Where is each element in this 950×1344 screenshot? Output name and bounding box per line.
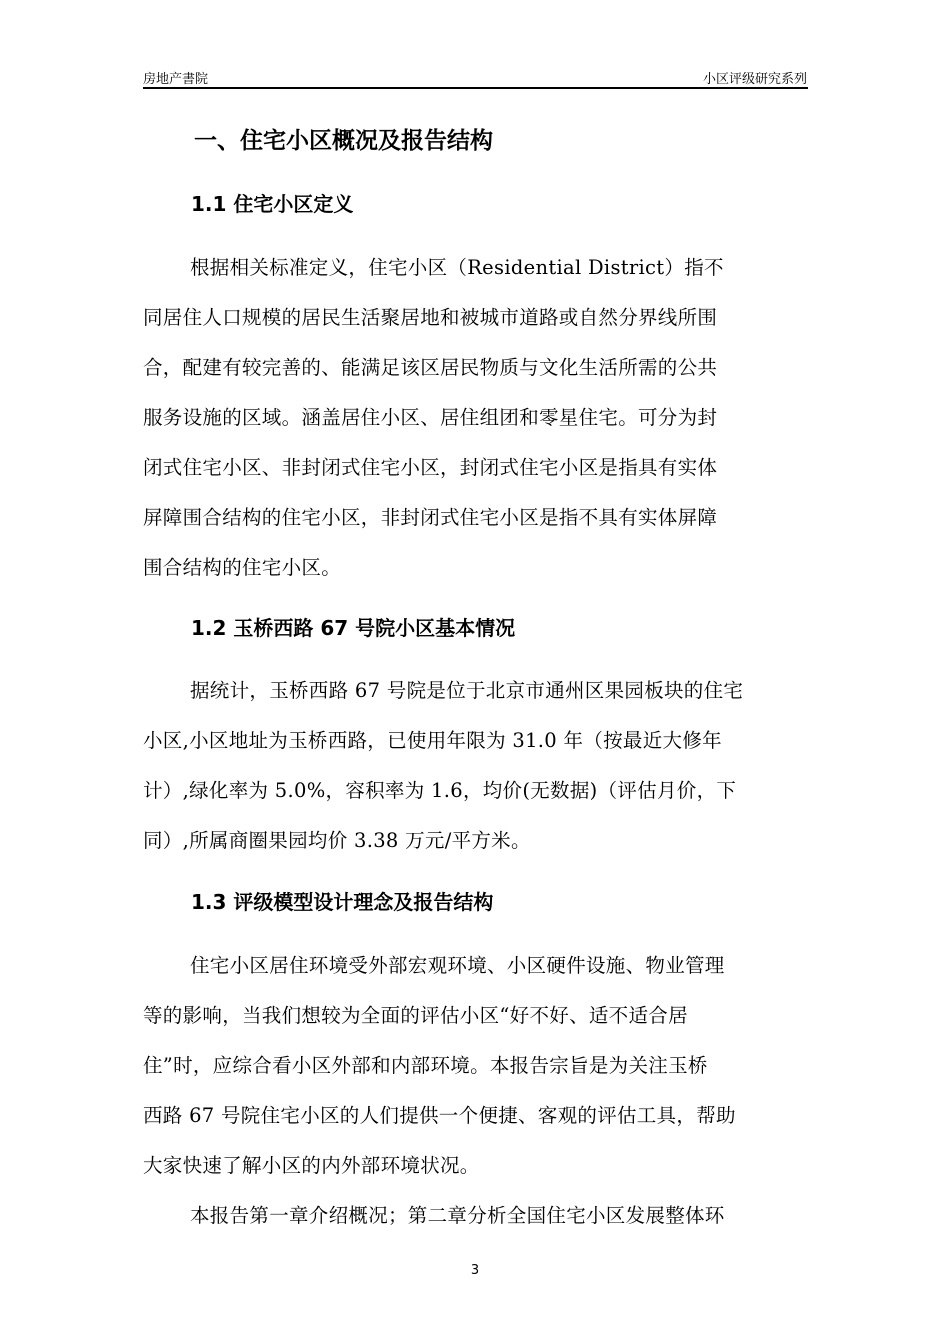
section-heading-1-2: 1.2 玉桥西路 67 号院小区基本情况 [191, 616, 516, 640]
paragraph-line: 等的影响，当我们想较为全面的评估小区“好不好、适不适合居 [143, 1004, 688, 1027]
paragraph-line: 屏障围合结构的住宅小区，非封闭式住宅小区是指不具有实体屏障 [143, 506, 718, 529]
paragraph-line: 围合结构的住宅小区。 [143, 556, 342, 579]
paragraph-line: 计）,绿化率为 5.0%，容积率为 1.6，均价(无数据)（评估月价，下 [143, 779, 737, 802]
paragraph-line: 服务设施的区域。涵盖居住小区、居住组团和零星住宅。可分为封 [143, 406, 718, 429]
paragraph-line: 据统计，玉桥西路 67 号院是位于北京市通州区果园板块的住宅 [190, 679, 744, 702]
chapter-title: 一、住宅小区概况及报告结构 [194, 128, 493, 154]
page-header [143, 66, 807, 88]
paragraph-line: 根据相关标准定义，住宅小区（Residential District）指不 [190, 256, 724, 279]
paragraph-line: 同）,所属商圈果园均价 3.38 万元/平方米。 [143, 829, 531, 852]
paragraph-line: 住宅小区居住环境受外部宏观环境、小区硬件设施、物业管理 [190, 954, 725, 977]
header-divider [143, 87, 808, 89]
section-heading-1-1: 1.1 住宅小区定义 [191, 192, 354, 216]
paragraph-line: 本报告第一章介绍概况；第二章分析全国住宅小区发展整体环 [190, 1204, 725, 1227]
paragraph-line: 小区,小区地址为玉桥西路，已使用年限为 31.0 年（按最近大修年 [143, 729, 722, 752]
header-publisher: 房地产書院 [143, 72, 209, 87]
paragraph-line: 同居住人口规模的居民生活聚居地和被城市道路或自然分界线所围 [143, 306, 718, 329]
page-number: 3 [470, 1263, 480, 1278]
section-heading-1-3: 1.3 评级模型设计理念及报告结构 [191, 890, 494, 914]
paragraph-line: 闭式住宅小区、非封闭式住宅小区，封闭式住宅小区是指具有实体 [143, 456, 718, 479]
paragraph-line: 西路 67 号院住宅小区的人们提供一个便捷、客观的评估工具，帮助 [143, 1104, 736, 1127]
paragraph-line: 住”时，应综合看小区外部和内部环境。本报告宗旨是为关注玉桥 [143, 1054, 708, 1077]
paragraph-line: 大家快速了解小区的内外部环境状况。 [143, 1154, 480, 1177]
paragraph-line: 合，配建有较完善的、能满足该区居民物质与文化生活所需的公共 [143, 356, 718, 379]
header-series-title: 小区评级研究系列 [702, 72, 807, 87]
